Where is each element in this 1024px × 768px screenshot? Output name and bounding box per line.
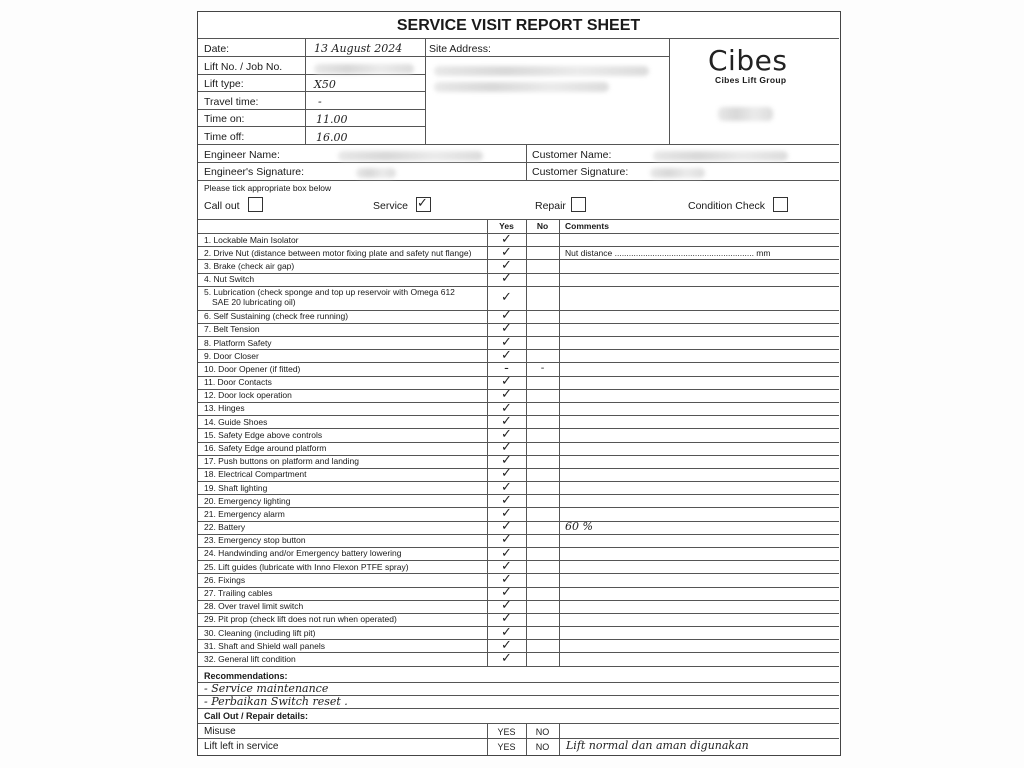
checklist-yes-mark[interactable]: ✓ xyxy=(501,321,512,337)
redacted-site-address-2 xyxy=(434,82,609,92)
date-value: 13 August 2024 xyxy=(314,42,403,55)
checklist-item-label: 21. Emergency alarm xyxy=(204,508,285,519)
checklist-item-label: 22. Battery xyxy=(204,522,246,533)
site-address-label: Site Address: xyxy=(429,43,491,55)
checklist-item-label: 6. Self Sustaining (check free running) xyxy=(204,311,349,322)
time-on-value: 11.00 xyxy=(316,113,348,126)
checklist-yes-mark[interactable]: ✓ xyxy=(501,308,512,324)
checklist-item-label: 19. Shaft lighting xyxy=(204,482,268,493)
misuse-yes[interactable]: YES xyxy=(497,727,516,737)
checklist-item-label: 10. Door Opener (if fitted) xyxy=(204,363,301,374)
service-label: Service xyxy=(373,200,409,212)
checklist-item-label: 25. Lift guides (lubricate with Inno Flexon PTFE spray) xyxy=(204,561,409,572)
checklist-yes-mark[interactable]: ✓ xyxy=(501,637,512,653)
checklist-item-label: 31. Shaft and Shield wall panels xyxy=(204,640,325,651)
checklist-yes-mark[interactable]: ✓ xyxy=(501,506,512,521)
checklist-yes-mark[interactable]: ✓ xyxy=(501,650,512,666)
col-header-comments: Comments xyxy=(565,221,609,231)
checklist-item-label: 24. Handwinding and/or Emergency battery lowering xyxy=(204,548,402,559)
time-on-label: Time on: xyxy=(204,113,245,125)
checklist-item-label: 2. Drive Nut (distance between motor fixing plate and safety nut flange) xyxy=(204,247,472,258)
condition-check-label: Condition Check xyxy=(688,200,766,212)
lift-type-label: Lift type: xyxy=(204,78,244,90)
logo-brand: Cibes xyxy=(708,44,788,77)
checklist-item-label: 4. Nut Switch xyxy=(204,274,255,285)
checklist-comment: Nut distance ........................................................... mm xyxy=(565,247,771,258)
checklist-yes-mark[interactable]: - xyxy=(504,361,509,377)
left-in-service-no[interactable]: NO xyxy=(535,742,550,752)
checklist-item-label: 3. Brake (check air gap) xyxy=(204,260,295,271)
travel-time-value: - xyxy=(318,95,322,108)
checklist-item-label: 32. General lift condition xyxy=(204,653,296,664)
callout-note: Lift normal dan aman digunakan xyxy=(566,739,749,752)
checklist-item-label: 28. Over travel limit switch xyxy=(204,601,304,612)
col-header-no: No xyxy=(536,221,549,231)
lift-no-label: Lift No. / Job No. xyxy=(204,61,283,73)
redacted-customer-name xyxy=(653,151,788,161)
checklist-item-label: 11. Door Contacts xyxy=(204,377,272,388)
checklist-yes-mark[interactable]: ✓ xyxy=(501,440,512,456)
checklist-item-label: 15. Safety Edge above controls xyxy=(204,429,323,440)
checklist-yes-mark[interactable]: ✓ xyxy=(501,244,512,260)
misuse-no[interactable]: NO xyxy=(535,727,550,737)
checklist-yes-mark[interactable]: ✓ xyxy=(501,598,512,614)
checklist-item-label: 26. Fixings xyxy=(204,574,246,585)
call-out-label: Call out xyxy=(204,200,240,212)
recommendation-line-1: - Service maintenance xyxy=(204,682,329,695)
service-tick-mark: ✓ xyxy=(417,196,428,211)
checklist-yes-mark[interactable]: ✓ xyxy=(501,558,512,574)
checklist-item-label: 23. Emergency stop button xyxy=(204,535,306,546)
col-header-yes: Yes xyxy=(499,221,514,231)
checklist-yes-mark[interactable]: ✓ xyxy=(501,413,512,429)
checklist-no-mark[interactable]: - xyxy=(540,363,545,375)
checklist-yes-mark[interactable]: ✓ xyxy=(501,532,512,548)
checklist-item-label: 7. Belt Tension xyxy=(204,324,260,335)
misuse-label: Misuse xyxy=(204,726,236,737)
checklist-yes-mark[interactable]: ✓ xyxy=(501,492,512,508)
left-in-service-yes[interactable]: YES xyxy=(497,742,516,752)
lift-type-value: X50 xyxy=(314,78,336,91)
checklist-item-label-cont: SAE 20 lubricating oil) xyxy=(212,296,296,307)
redacted-lift-no xyxy=(314,64,414,74)
checklist-item-label: 9. Door Closer xyxy=(204,350,259,361)
checklist-yes-mark[interactable]: ✓ xyxy=(501,585,512,601)
checklist-yes-mark[interactable]: ✓ xyxy=(501,271,512,287)
recommendation-line-2: - Perbaikan Switch reset . xyxy=(204,695,348,708)
redacted-site-address-1 xyxy=(434,66,649,76)
redacted-customer-signature xyxy=(650,168,705,178)
redacted-logo-mark xyxy=(718,107,773,121)
checklist-yes-mark[interactable]: ✓ xyxy=(501,374,512,390)
checklist-item-label: 20. Emergency lighting xyxy=(204,495,291,506)
checklist-yes-mark[interactable]: ✓ xyxy=(501,400,512,416)
checklist-yes-mark[interactable]: ✓ xyxy=(501,466,512,482)
service-report-sheet xyxy=(197,11,841,756)
customer-signature-label: Customer Signature: xyxy=(532,166,629,178)
checklist-yes-mark[interactable]: ✓ xyxy=(501,257,512,273)
call-out-checkbox[interactable] xyxy=(248,197,263,212)
checklist-yes-mark[interactable]: ✓ xyxy=(501,624,512,640)
checklist-item-label: 18. Electrical Compartment xyxy=(204,469,307,480)
checklist-item-label: 30. Cleaning (including lift pit) xyxy=(204,627,316,638)
engineer-name-label: Engineer Name: xyxy=(204,149,280,161)
checklist-yes-mark[interactable]: ✓ xyxy=(501,611,512,627)
checklist-yes-mark[interactable]: ✓ xyxy=(501,479,512,495)
checklist-item-label: 5. Lubrication (check sponge and top up reservoir with Omega 612 xyxy=(204,286,455,297)
checklist-yes-mark[interactable]: ✓ xyxy=(501,545,512,561)
checklist-yes-mark[interactable]: ✓ xyxy=(501,231,512,247)
redacted-engineer-name xyxy=(338,151,483,161)
checklist-comment: 60 % xyxy=(565,519,593,533)
checklist-item-label: 13. Hinges xyxy=(204,403,245,414)
tick-instruction: Please tick appropriate box below xyxy=(204,183,332,193)
recommendations-label: Recommendations: xyxy=(204,671,288,681)
checklist-yes-mark[interactable]: ✓ xyxy=(501,453,512,469)
checklist-item-label: 14. Guide Shoes xyxy=(204,416,268,427)
customer-name-label: Customer Name: xyxy=(532,149,612,161)
redacted-engineer-signature xyxy=(356,168,396,178)
checklist-yes-mark[interactable]: ✓ xyxy=(501,426,512,442)
checklist-item-label: 8. Platform Safety xyxy=(204,337,272,348)
checklist-yes-mark[interactable]: ✓ xyxy=(501,334,512,350)
time-off-label: Time off: xyxy=(204,131,245,143)
page-title: SERVICE VISIT REPORT SHEET xyxy=(396,17,641,34)
checklist-item-label: 29. Pit prop (check lift does not run when operated) xyxy=(204,614,397,625)
checklist-item-label: 1. Lockable Main Isolator xyxy=(204,234,299,245)
condition-check-checkbox[interactable] xyxy=(773,197,788,212)
checklist-yes-mark[interactable]: ✓ xyxy=(501,347,512,363)
repair-label: Repair xyxy=(535,200,566,212)
repair-checkbox[interactable] xyxy=(571,197,586,212)
checklist-item-label: 17. Push buttons on platform and landing xyxy=(204,456,359,467)
lift-left-in-service-label: Lift left in service xyxy=(204,741,279,752)
checklist-yes-mark[interactable]: ✓ xyxy=(501,519,512,535)
time-off-value: 16.00 xyxy=(316,131,348,144)
date-label: Date: xyxy=(204,43,230,55)
checklist-item-label: 27. Trailing cables xyxy=(204,588,273,598)
checklist-yes-mark[interactable]: ✓ xyxy=(501,387,512,403)
logo-tagline: Cibes Lift Group xyxy=(715,75,787,85)
checklist-item-label: 12. Door lock operation xyxy=(204,390,292,401)
checklist-item-label: 16. Safety Edge around platform xyxy=(204,443,327,454)
travel-time-label: Travel time: xyxy=(204,96,259,108)
engineer-signature-label: Engineer's Signature: xyxy=(204,166,305,178)
callout-label: Call Out / Repair details: xyxy=(204,711,309,721)
checklist-yes-mark[interactable]: ✓ xyxy=(501,571,512,587)
checklist-yes-mark[interactable]: ✓ xyxy=(501,289,512,305)
